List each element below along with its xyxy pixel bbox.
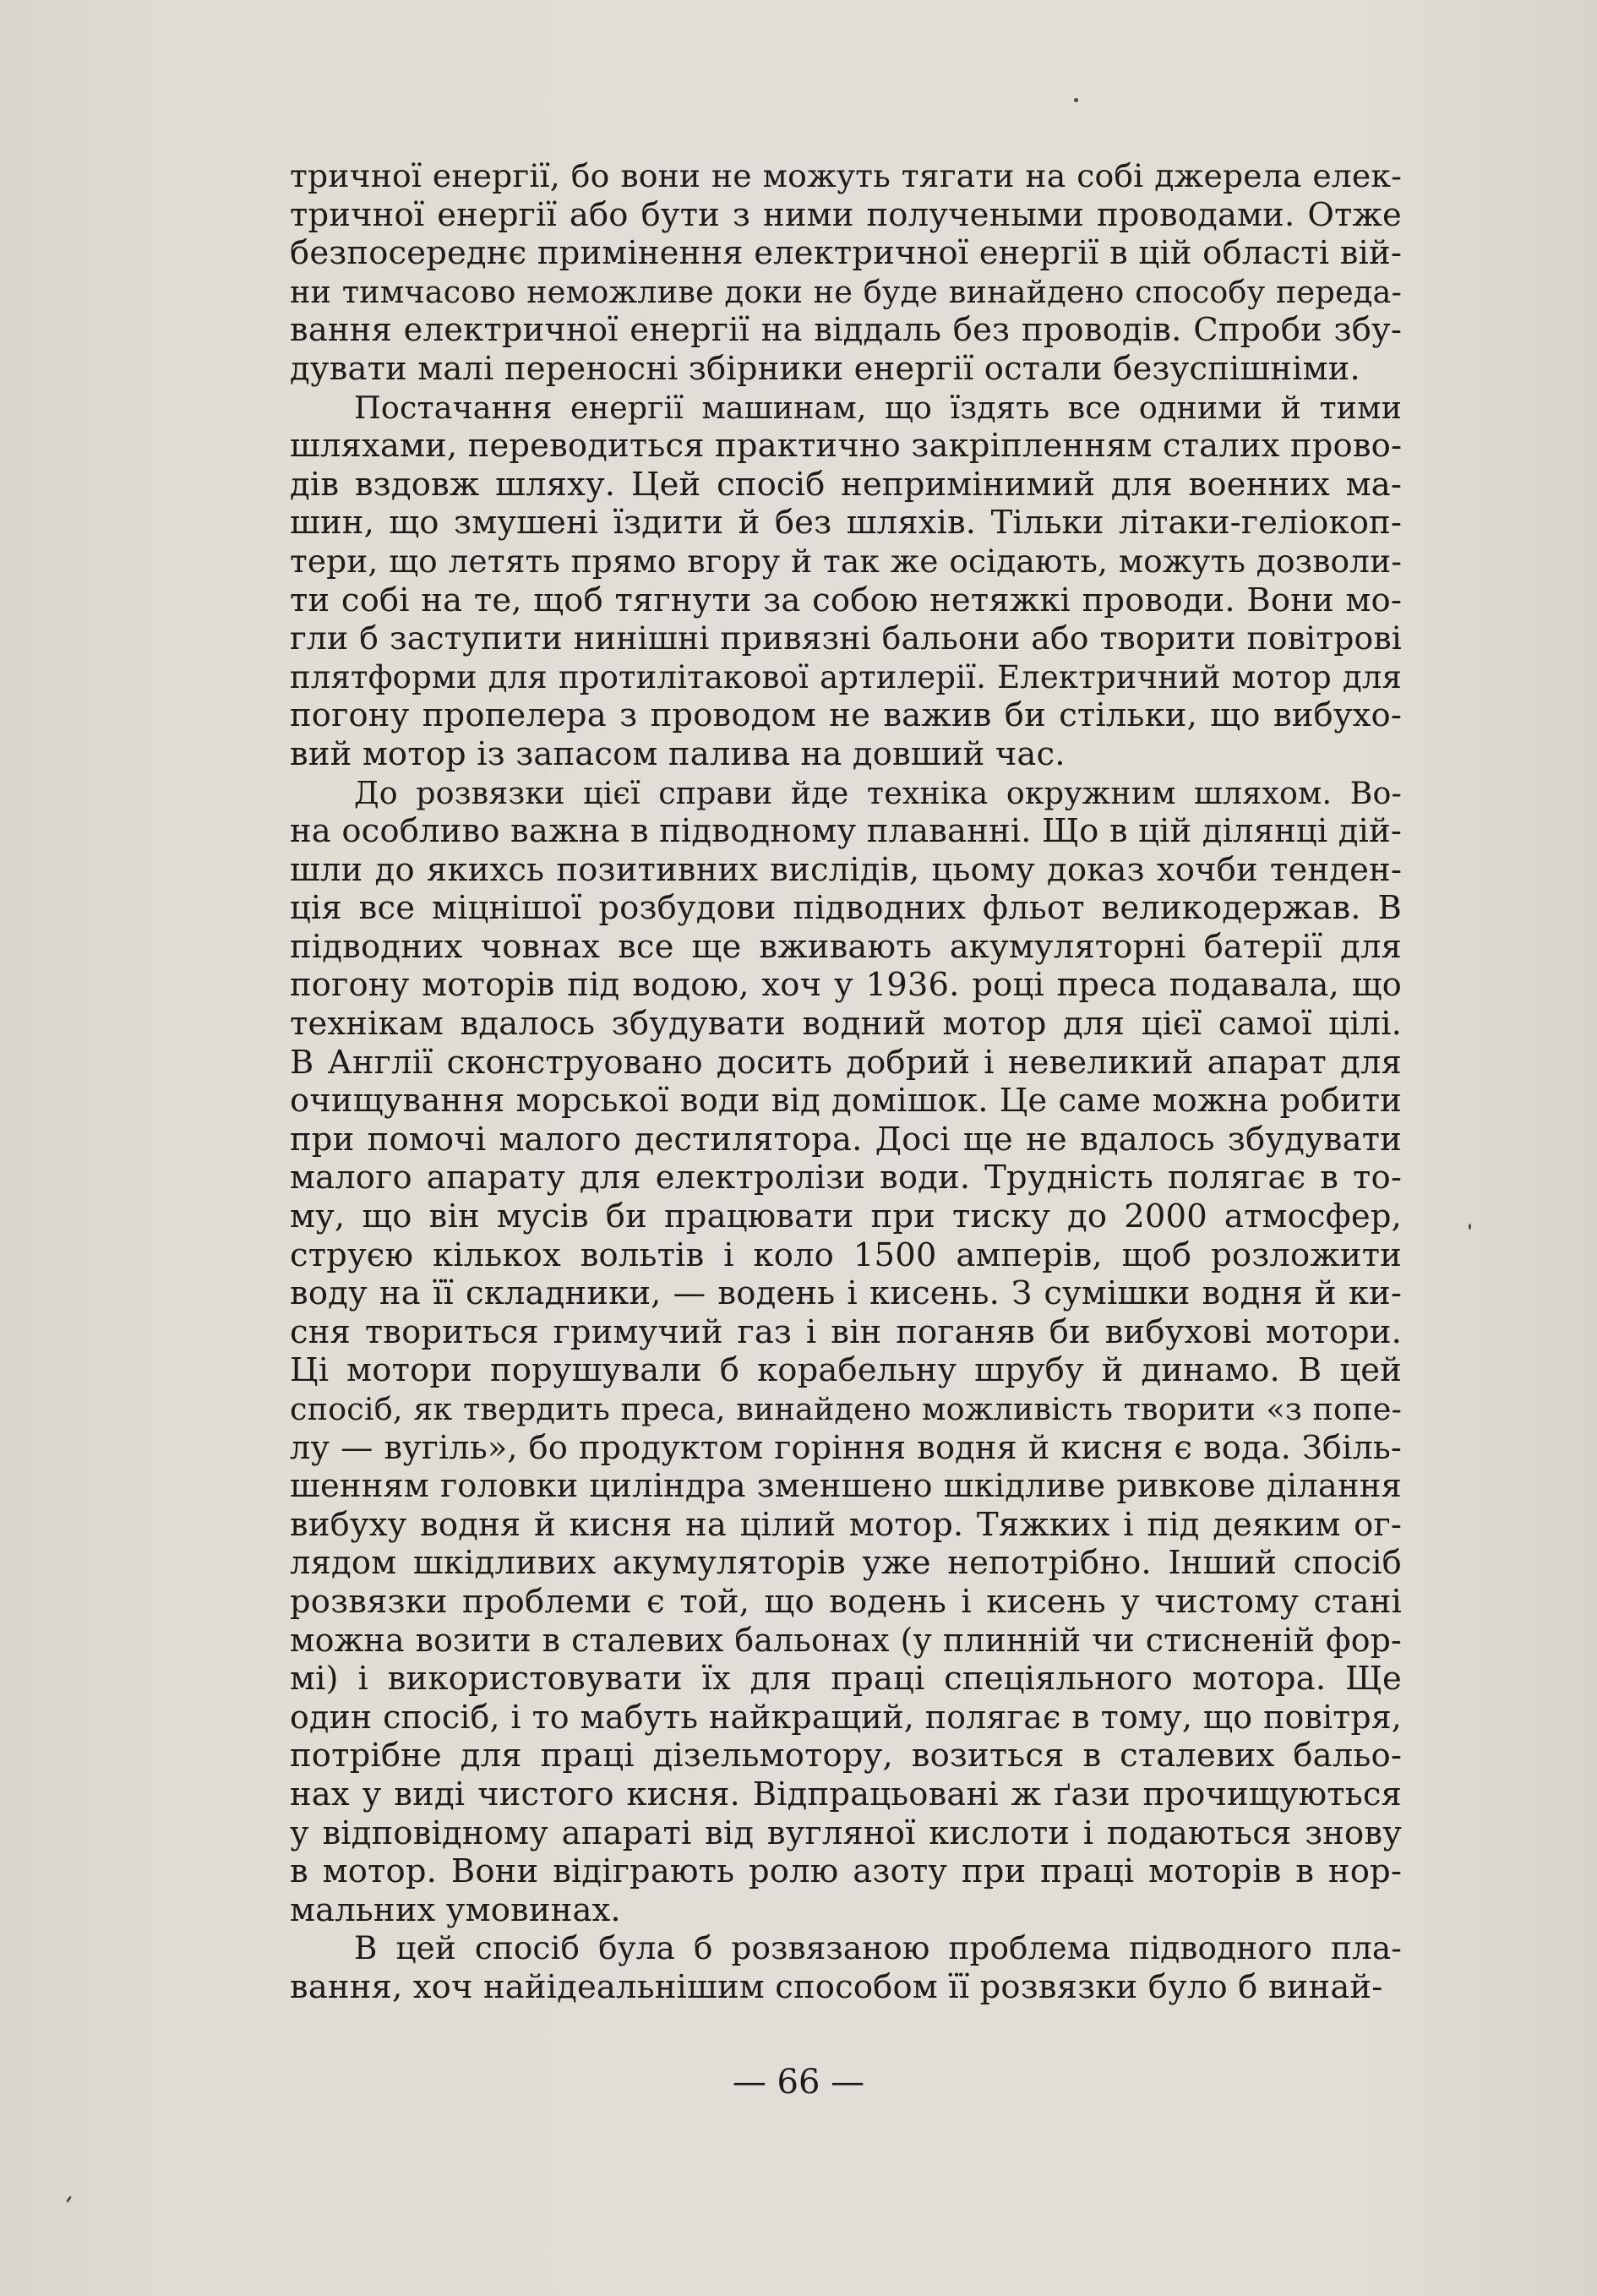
ink-speck [1074,98,1078,102]
text-line: лу — вугіль», бо продуктом горіння водня й кисня є вода. Збіль- [290,1428,1402,1467]
text-line: дів вздовж шляху. Цей спосіб непримінимий для военних ма- [290,465,1402,504]
text-line: вибуху водня й кисня на цілий мотор. Тяжких і під деяким ог- [290,1505,1402,1544]
text-line: В Англії сконструовано досить добрий і невеликий апарат для [290,1043,1402,1082]
text-line: мальних умовинах. [290,1890,621,1929]
page-number: — 66 — [732,2063,865,2102]
text-line: шин, що змушені їздити й без шляхів. Тільки літаки-геліокоп- [290,504,1402,543]
ink-speck [66,2195,73,2203]
text-line: шли до якихсь позитивних вислідів, цьому доказ хочби тенден- [290,850,1402,889]
text-line: Ці мотори порушували б корабельну шрубу й динамо. В цей [290,1351,1402,1390]
text-line: Постачання енергії машинам, що їздять все одними й тими [354,389,1402,426]
body-text [290,157,1402,2007]
text-line: погону пропелера з проводом не важив би стільки, що вибухо- [290,696,1402,735]
text-line: на особливо важна в підводному плаванні. Що в цій ділянці дій- [290,812,1402,851]
text-line: ти собі на те, щоб тягнути за собою нетяжкі проводи. Вони мо- [290,581,1402,619]
text-line: шенням головки циліндра зменшено шкідливе ривкове ділання [290,1467,1402,1506]
text-line: В цей спосіб була б розвязаною проблема підводного пла- [354,1929,1402,1967]
paragraph [290,389,1402,774]
text-line: в мотор. Вони відіграють ролю азоту при праці моторів в нор- [290,1852,1402,1891]
text-line: нах у виді чистого кисня. Відпрацьовані ж ґази прочищуються [290,1775,1402,1813]
text-line: мі) і використовувати їх для праці спеціяльного мотора. Ще [290,1660,1402,1699]
text-line: тери, що летять прямо вгору й так же осідають, можуть дозволи- [290,542,1402,580]
text-line: струєю кількох вольтів і коло 1500 амперів, щоб розложити [290,1235,1402,1274]
text-line: розвязки проблеми є той, що водень і кисень у чистому стані [290,1582,1402,1621]
text-line: безпосереднє примінення електричної енергії в цій області вій- [290,234,1402,273]
text-line: можна возити в сталевих бальонах (у плинній чи стисненій фор- [290,1621,1402,1659]
text-line: шляхами, переводиться практично закріпленням сталих прово- [290,427,1403,466]
text-line: при помочі малого дестилятора. Досі ще не вдалось збудувати [290,1120,1402,1159]
text-line: один спосіб, і то мабуть найкращий, полягає в тому, що повітря, [290,1698,1402,1736]
text-line: ни тимчасово неможливе доки не буде винайдено способу переда- [290,273,1402,310]
text-line: погону моторів під водою, хоч у 1936. році преса подавала, що [290,966,1402,1005]
text-line: вання електричної енергії на віддаль без проводів. Спроби збу- [290,311,1402,350]
text-line: технікам вдалось збудувати водний мотор для цієї самої цілі. [290,1005,1402,1044]
text-line: сня твориться гримучий газ і він поганяв би вибухові мотори. [290,1312,1402,1351]
text-line: плятформи для протилітакової артилерії. Електричний мотор для [290,658,1402,695]
text-line: у відповідному апараті від вугляної кислоти і подаються знову [290,1813,1402,1852]
paragraph [290,1929,1402,2006]
text-line: вий мотор із запасом палива на довший час. [290,734,1066,773]
text-line: малого апарату для електролізи води. Трудність полягає в то- [290,1159,1402,1197]
text-line: тричної енергії або бути з ними получеными проводами. Отже [290,195,1402,234]
text-line: му, що він мусів би працювати при тиску до 2000 атмосфер, [290,1197,1402,1236]
text-line: підводних човнах все ще вживають акумуляторні батерії для [290,927,1402,966]
text-line: тричної енергії, бо вони не можуть тягати на собі джерела елек- [290,157,1402,194]
text-line: очищування морської води від домішок. Це саме можна робити [290,1082,1402,1121]
text-line: ція все міцнішої розбудови підводних фльот великодержав. В [290,889,1402,928]
text-line: гли б заступити нинішні привязні бальони або творити повітрові [290,619,1402,657]
paragraph [290,774,1402,1930]
text-line: потрібне для праці дізельмотору, возиться в сталевих бальо- [290,1737,1402,1775]
text-line: воду на її складники, — водень і кисень. З сумішки водня й ки- [290,1274,1402,1313]
paragraph [290,157,1402,389]
text-line: дувати малі переносні збірники енергії остали безуспішніми. [290,349,1360,388]
ink-speck [1469,1224,1471,1230]
text-line: спосіб, як твердить преса, винайдено можливість творити «з попе- [290,1391,1402,1427]
text-line: вання, хоч найідеальнішим способом її розвязки було б винай- [290,1967,1383,2006]
text-line: До розвязки цієї справи йде техніка окружним шляхом. Во- [354,774,1402,811]
text-line: лядом шкідливих акумуляторів уже непотрібно. Інший спосіб [290,1544,1402,1583]
